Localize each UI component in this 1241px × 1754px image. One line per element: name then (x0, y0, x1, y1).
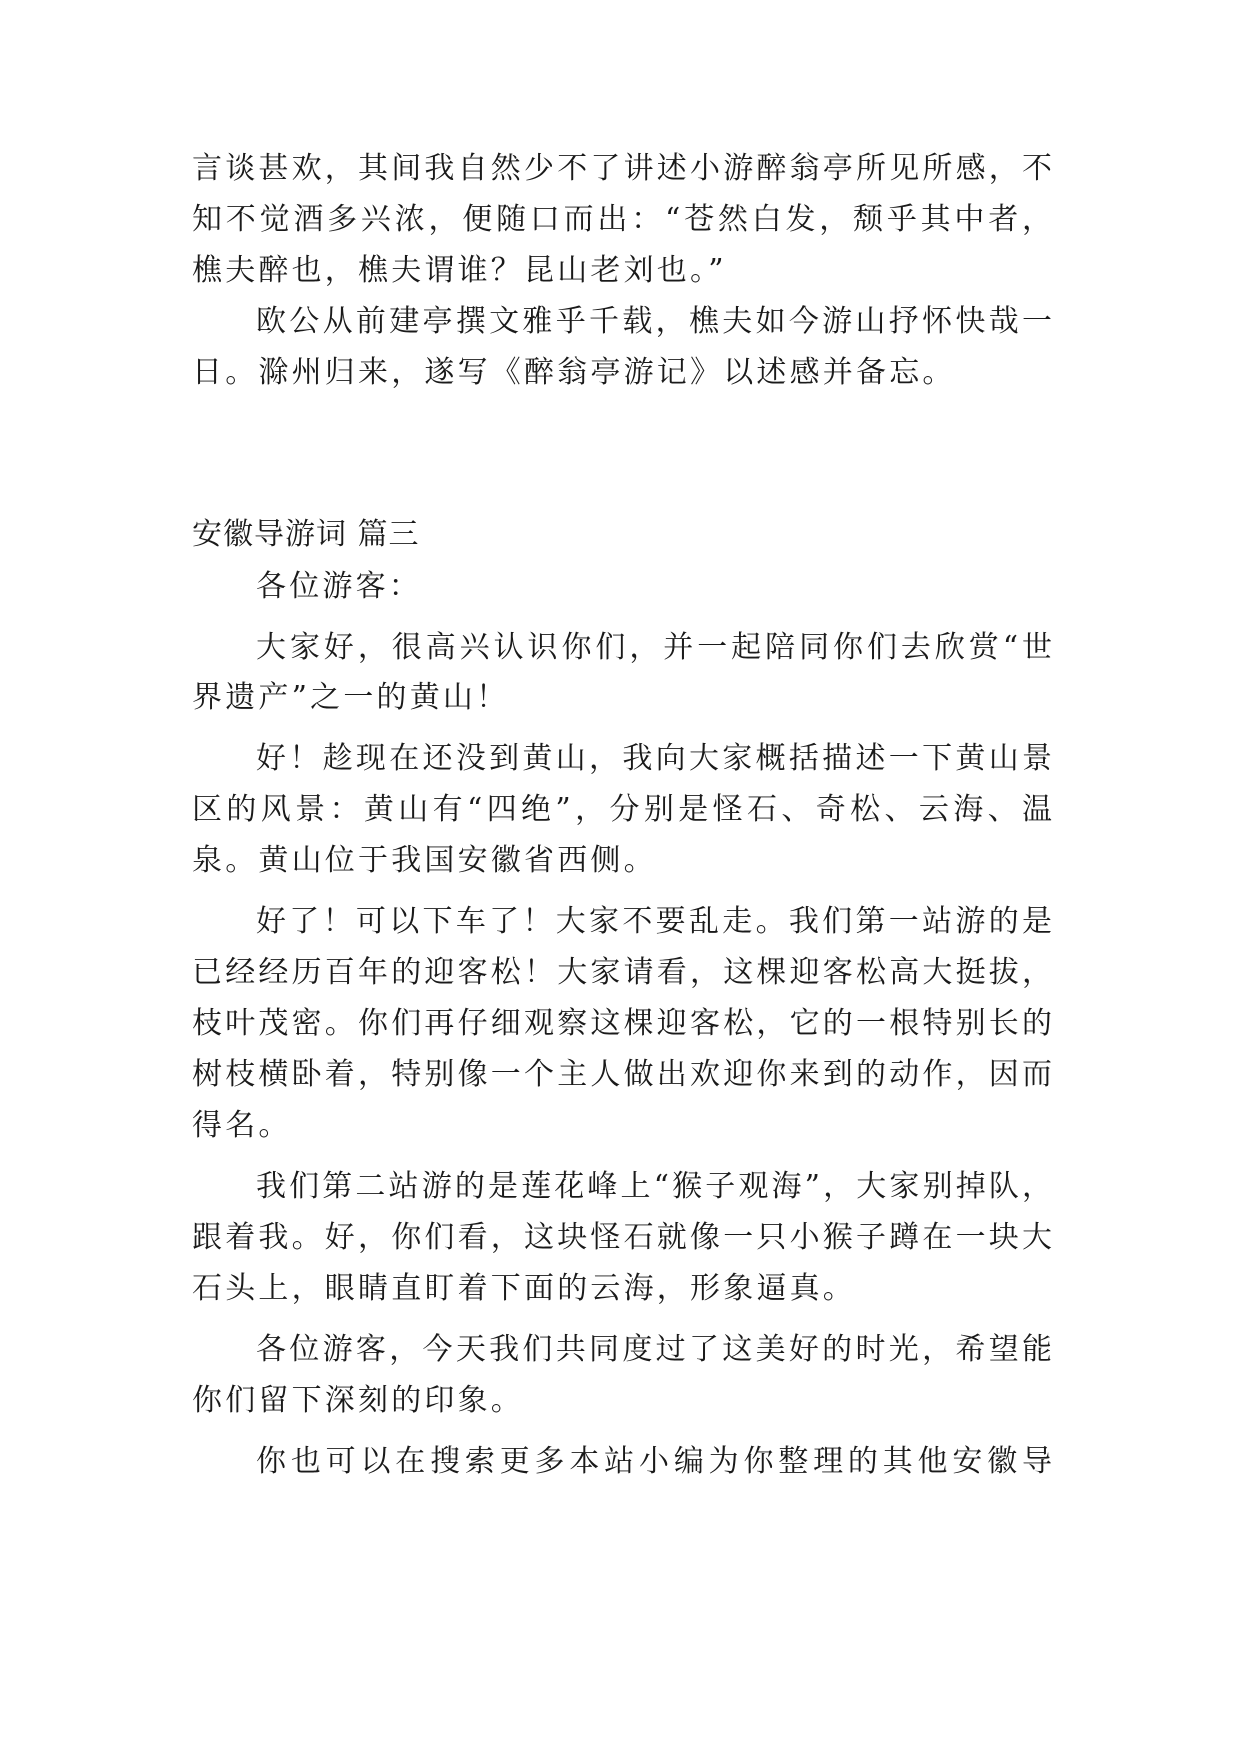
paragraph-line: 好！趁现在还没到黄山，我向大家概括描述一下黄山景 (256, 741, 1052, 776)
paragraph-line: 树枝横卧着，特别像一个主人做出欢迎你来到的动作，因而 (192, 1057, 1052, 1092)
paragraph-line: 言谈甚欢，其间我自然少不了讲述小游醉翁亭所见所感，不 (192, 151, 1052, 186)
paragraph-line: 你们留下深刻的印象。 (192, 1383, 524, 1418)
paragraph-line: 已经经历百年的迎客松！大家请看，这棵迎客松高大挺拔， (192, 955, 1052, 990)
paragraph-line: 日。滁州归来，遂写《醉翁亭游记》以述感并备忘。 (192, 355, 956, 390)
paragraph-line: 区的风景：黄山有“四绝”，分别是怪石、奇松、云海、温 (192, 792, 1052, 827)
paragraph-line: 跟着我。好，你们看，这块怪石就像一只小猴子蹲在一块大 (192, 1220, 1052, 1255)
paragraph-line: 欧公从前建亭撰文雅乎千载，樵夫如今游山抒怀快哉一 (256, 304, 1052, 339)
paragraph-line: 石头上，眼睛直盯着下面的云海，形象逼真。 (192, 1271, 856, 1306)
paragraph-line: 各位游客，今天我们共同度过了这美好的时光，希望能 (256, 1332, 1052, 1367)
paragraph-line: 大家好，很高兴认识你们，并一起陪同你们去欣赏“世 (256, 630, 1052, 665)
paragraph-line: 界遗产”之一的黄山！ (192, 680, 510, 715)
paragraph-line: 我们第二站游的是莲花峰上“猴子观海”，大家别掉队， (256, 1169, 1052, 1204)
paragraph-line: 泉。黄山位于我国安徽省西侧。 (192, 843, 657, 878)
paragraph-line: 好了！可以下车了！大家不要乱走。我们第一站游的是 (256, 904, 1052, 939)
paragraph-line: 各位游客： (256, 569, 422, 604)
paragraph-line: 得名。 (192, 1108, 292, 1143)
section-heading: 安徽导游词 篇三 (192, 517, 420, 552)
paragraph-line: 知不觉酒多兴浓，便随口而出：“苍然白发，颓乎其中者， (192, 202, 1052, 237)
paragraph-line: 樵夫醉也，樵夫谓谁？昆山老刘也。” (192, 253, 727, 288)
paragraph-line: 枝叶茂密。你们再仔细观察这棵迎客松，它的一根特别长的 (192, 1006, 1052, 1041)
paragraph-line: 你也可以在搜索更多本站小编为你整理的其他安徽导 (256, 1444, 1052, 1479)
